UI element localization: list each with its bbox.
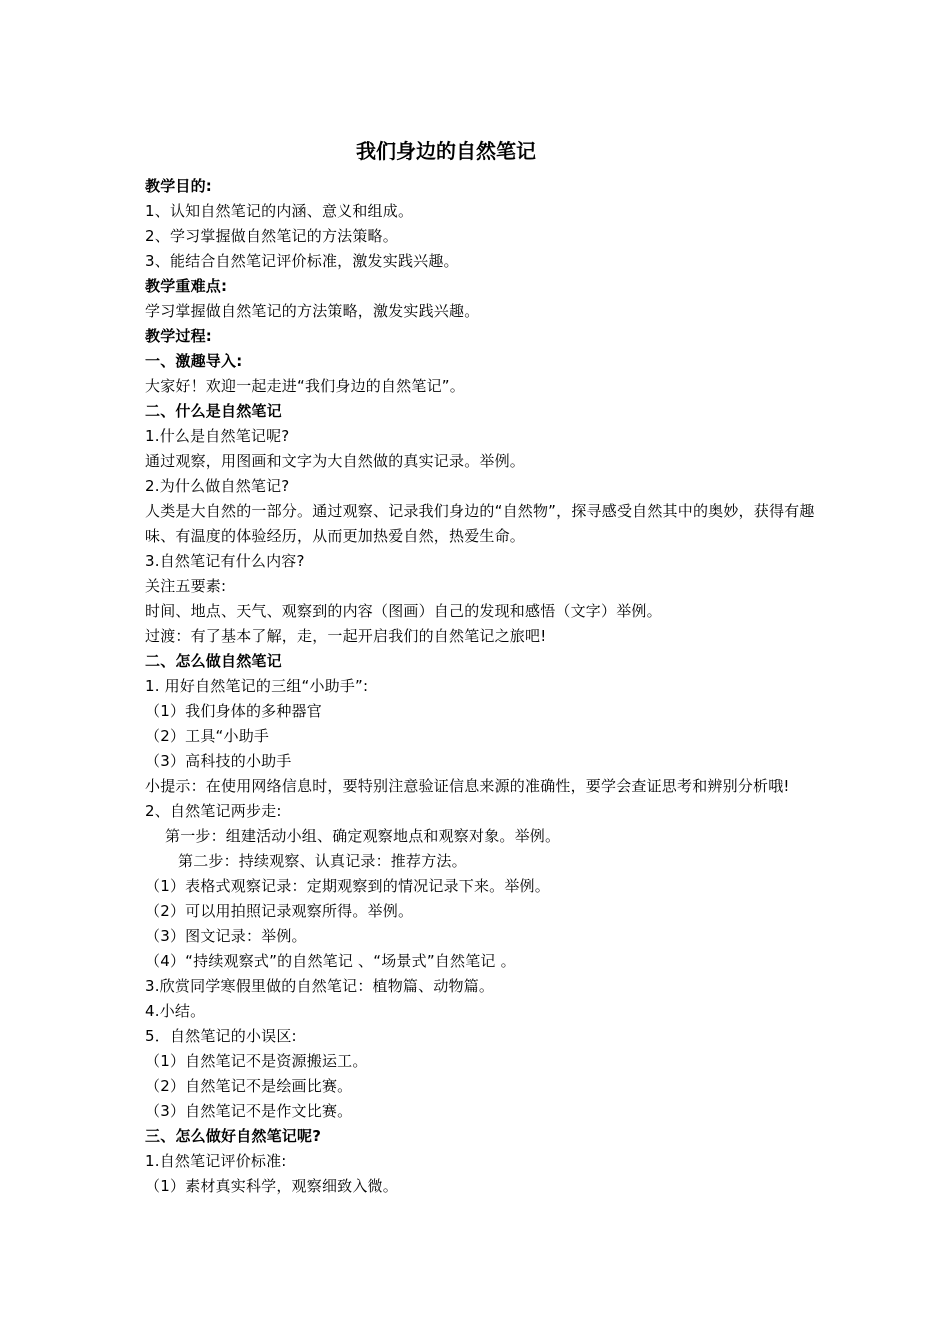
text-line: 2.为什么做自然笔记?	[145, 477, 290, 495]
list-item: （3）自然笔记不是作文比赛。	[145, 1102, 353, 1120]
document-title: 我们身边的自然笔记	[356, 139, 536, 163]
text-line: 5．自然笔记的小误区:	[145, 1027, 297, 1045]
list-item: （3）高科技的小助手	[145, 752, 292, 770]
paragraph: 人类是大自然的一部分。通过观察、记录我们身边的“自然物”，探寻感受自然其中的奥妙，获得有趣味、有温度的体验经历，从而更加热爱自然，热爱生命。	[145, 502, 815, 545]
text-line: 关注五要素:	[145, 577, 227, 595]
step-line: 第一步：组建活动小组、确定观察地点和观察对象。举例。	[165, 827, 561, 845]
list-item: （2）工具“小助手	[145, 727, 270, 745]
list-item: （3）图文记录：举例。	[145, 927, 307, 945]
text-line: 1. 用好自然笔记的三组“小助手”:	[145, 677, 369, 695]
text-line: 过渡：有了基本了解，走，一起开启我们的自然笔记之旅吧!	[145, 627, 547, 645]
text-line: 3、能结合自然笔记评价标准，激发实践兴趣。	[145, 252, 459, 270]
text-line: 2、学习掌握做自然笔记的方法策略。	[145, 227, 398, 245]
section-heading: 二、怎么做自然笔记	[145, 652, 282, 670]
text-line: 1、认知自然笔记的内涵、意义和组成。	[145, 202, 414, 220]
section-heading: 三、怎么做好自然笔记呢?	[145, 1127, 322, 1145]
text-line: 1.自然笔记评价标准:	[145, 1152, 287, 1170]
list-item: （2）可以用拍照记录观察所得。举例。	[145, 902, 414, 920]
text-line: 3.自然笔记有什么内容?	[145, 552, 305, 570]
text-line: 学习掌握做自然笔记的方法策略，激发实践兴趣。	[145, 302, 480, 320]
text-line: 2、自然笔记两步走:	[145, 802, 282, 820]
section-heading: 教学重难点:	[145, 277, 228, 295]
list-item: （1）素材真实科学，观察细致入微。	[145, 1177, 398, 1195]
list-item: （1）我们身体的多种器官	[145, 702, 322, 720]
text-line: 3.欣赏同学寒假里做的自然笔记：植物篇、动物篇。	[145, 977, 495, 995]
section-heading: 一、激趣导入:	[145, 352, 243, 370]
text-line: 通过观察，用图画和文字为大自然做的真实记录。举例。	[145, 452, 526, 470]
section-heading: 教学目的:	[145, 177, 212, 195]
list-item: （1）自然笔记不是资源搬运工。	[145, 1052, 368, 1070]
text-line: 时间、地点、天气、观察到的内容（图画）自己的发现和感悟（文字）举例。	[145, 602, 662, 620]
paragraph: 小提示：在使用网络信息时，要特别注意验证信息来源的准确性，要学会查证思考和辨别分析哦!	[145, 777, 790, 795]
document-body	[145, 174, 815, 1199]
text-line: 4.小结。	[145, 1002, 206, 1020]
list-item: （2）自然笔记不是绘画比赛。	[145, 1077, 353, 1095]
section-heading: 二、什么是自然笔记	[145, 402, 282, 420]
step-line: 第二步：持续观察、认真记录：推荐方法。	[178, 852, 467, 870]
text-line: 1.什么是自然笔记呢?	[145, 427, 290, 445]
list-item: （4）“持续观察式”的自然笔记 、“场景式”自然笔记 。	[145, 952, 516, 970]
list-item: （1）表格式观察记录：定期观察到的情况记录下来。举例。	[145, 877, 550, 895]
section-heading: 教学过程:	[145, 327, 212, 345]
text-line: 大家好！欢迎一起走进“我们身边的自然笔记”。	[145, 377, 465, 395]
